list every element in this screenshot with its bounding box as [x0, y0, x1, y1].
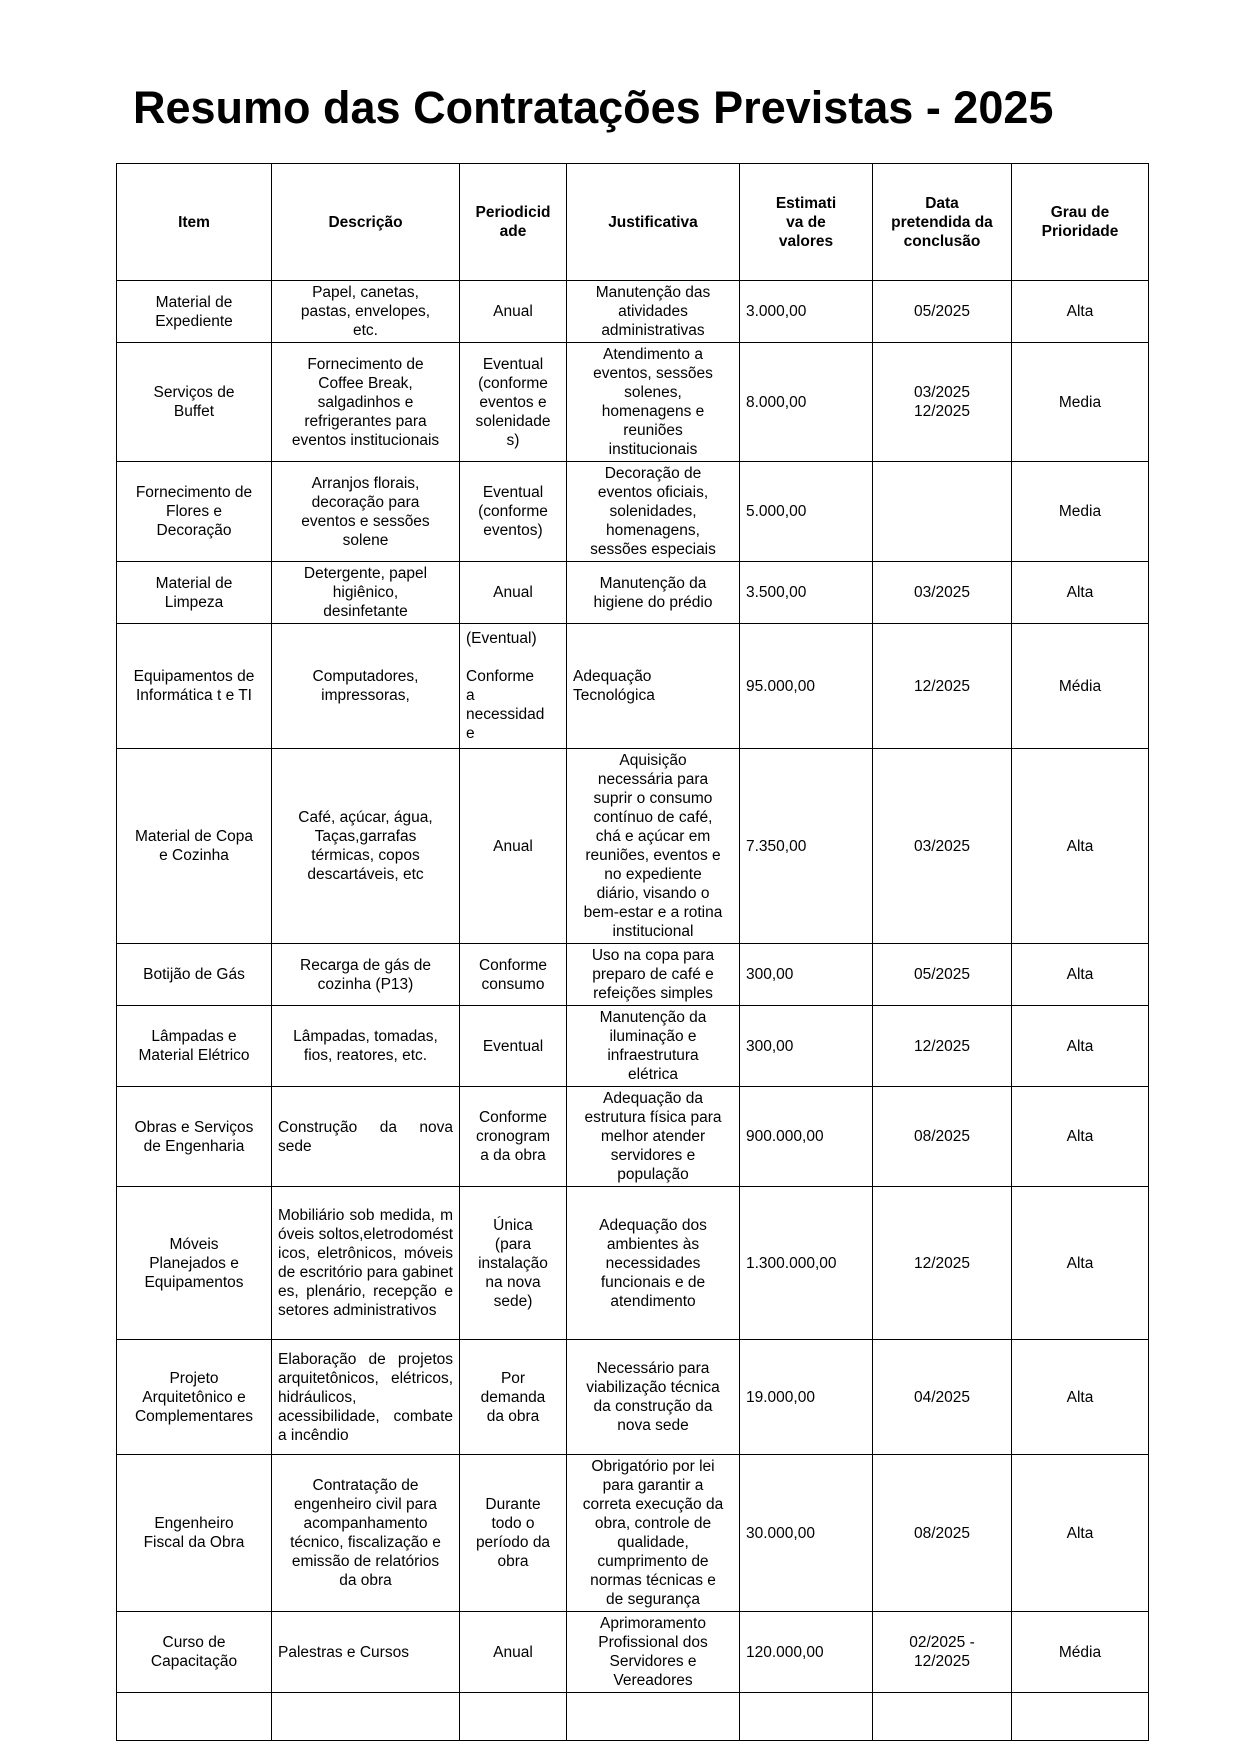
cell-prioridade: Alta [1012, 1006, 1149, 1087]
cell-valor: 300,00 [740, 944, 873, 1006]
cell-descricao: Café, açúcar, água, Taças,garrafas térmicas, copos descartáveis, etc [272, 749, 460, 944]
cell-item: Material de Limpeza [117, 562, 272, 624]
table-row [117, 1187, 1149, 1340]
cell-descricao: Recarga de gás de cozinha (P13) [272, 944, 460, 1006]
empty-cell [740, 1693, 873, 1741]
cell-descricao: Palestras e Cursos [272, 1612, 460, 1693]
cell-data: 08/2025 [873, 1455, 1012, 1612]
cell-valor: 8.000,00 [740, 343, 873, 462]
cell-data: 08/2025 [873, 1087, 1012, 1187]
cell-periodicidade: Por demanda da obra [460, 1340, 567, 1455]
contracts-table [116, 163, 1149, 1741]
cell-data [873, 462, 1012, 562]
cell-periodicidade: Anual [460, 281, 567, 343]
cell-descricao: Mobiliário sob medida, móveis soltos,eletrodomésticos, eletrônicos, móveis de escritório para gabinetes, plenário, recepção e setores administrativos [272, 1187, 460, 1340]
cell-periodicidade: (Eventual) Conforme a necessidad e [460, 624, 567, 749]
cell-justificativa: Manutenção das atividades administrativas [567, 281, 740, 343]
table-row [117, 944, 1149, 1006]
cell-periodicidade: Única (para instalação na nova sede) [460, 1187, 567, 1340]
cell-data: 03/2025 [873, 562, 1012, 624]
cell-data: 05/2025 [873, 281, 1012, 343]
cell-valor: 3.000,00 [740, 281, 873, 343]
cell-justificativa: Manutenção da higiene do prédio [567, 562, 740, 624]
cell-periodicidade: Eventual (conforme eventos) [460, 462, 567, 562]
cell-descricao: Computadores, impressoras, [272, 624, 460, 749]
cell-item: Material de Expediente [117, 281, 272, 343]
cell-valor: 95.000,00 [740, 624, 873, 749]
cell-descricao: Arranjos florais, decoração para eventos e sessões solene [272, 462, 460, 562]
cell-item: Obras e Serviços de Engenharia [117, 1087, 272, 1187]
cell-justificativa: Adequação da estrutura física para melhor atender servidores e população [567, 1087, 740, 1187]
empty-cell [117, 1693, 272, 1741]
cell-justificativa: Aprimoramento Profissional dos Servidores e Vereadores [567, 1612, 740, 1693]
cell-descricao: Lâmpadas, tomadas, fios, reatores, etc. [272, 1006, 460, 1087]
cell-prioridade: Media [1012, 343, 1149, 462]
cell-item: Curso de Capacitação [117, 1612, 272, 1693]
cell-descricao: Papel, canetas, pastas, envelopes, etc. [272, 281, 460, 343]
empty-cell [1012, 1693, 1149, 1741]
cell-prioridade: Alta [1012, 749, 1149, 944]
empty-cell [272, 1693, 460, 1741]
cell-descricao: Construção da nova sede [272, 1087, 460, 1187]
header-data: Data pretendida da conclusão [873, 164, 1012, 281]
cell-valor: 900.000,00 [740, 1087, 873, 1187]
cell-item: Lâmpadas e Material Elétrico [117, 1006, 272, 1087]
cell-descricao: Fornecimento de Coffee Break, salgadinhos e refrigerantes para eventos institucionais [272, 343, 460, 462]
cell-data: 12/2025 [873, 1006, 1012, 1087]
cell-item: Móveis Planejados e Equipamentos [117, 1187, 272, 1340]
cell-prioridade: Alta [1012, 1340, 1149, 1455]
table-row [117, 1340, 1149, 1455]
empty-row [117, 1693, 1149, 1741]
cell-valor: 7.350,00 [740, 749, 873, 944]
cell-item: Material de Copa e Cozinha [117, 749, 272, 944]
cell-data: 12/2025 [873, 1187, 1012, 1340]
table-row [117, 624, 1149, 749]
cell-data: 04/2025 [873, 1340, 1012, 1455]
cell-justificativa: Adequação Tecnológica [567, 624, 740, 749]
cell-justificativa: Manutenção da iluminação e infraestrutura elétrica [567, 1006, 740, 1087]
page-title: Resumo das Contratações Previstas - 2025 [133, 82, 1054, 133]
cell-data: 12/2025 [873, 624, 1012, 749]
table-row [117, 343, 1149, 462]
empty-cell [460, 1693, 567, 1741]
header-item: Item [117, 164, 272, 281]
empty-cell [873, 1693, 1012, 1741]
table-row [117, 1006, 1149, 1087]
cell-justificativa: Aquisição necessária para suprir o consumo contínuo de café, chá e açúcar em reuniões, eventos e no expediente diário, visando o bem-estar e a rotina institucional [567, 749, 740, 944]
table-row [117, 562, 1149, 624]
table-row [117, 281, 1149, 343]
cell-periodicidade: Anual [460, 1612, 567, 1693]
cell-justificativa: Atendimento a eventos, sessões solenes, homenagens e reuniões institucionais [567, 343, 740, 462]
cell-periodicidade: Anual [460, 562, 567, 624]
empty-cell [567, 1693, 740, 1741]
cell-valor: 5.000,00 [740, 462, 873, 562]
cell-prioridade: Média [1012, 1612, 1149, 1693]
table-row [117, 1455, 1149, 1612]
cell-periodicidade: Eventual [460, 1006, 567, 1087]
cell-prioridade: Alta [1012, 562, 1149, 624]
cell-item: Equipamentos de Informática t e TI [117, 624, 272, 749]
cell-prioridade: Alta [1012, 1187, 1149, 1340]
cell-justificativa: Necessário para viabilização técnica da construção da nova sede [567, 1340, 740, 1455]
cell-prioridade: Alta [1012, 1455, 1149, 1612]
header-descricao: Descrição [272, 164, 460, 281]
header-row [117, 164, 1149, 281]
cell-data: 03/2025 12/2025 [873, 343, 1012, 462]
cell-valor: 19.000,00 [740, 1340, 873, 1455]
cell-descricao: Elaboração de projetos arquitetônicos, elétricos, hidráulicos, acessibilidade, combate a incêndio [272, 1340, 460, 1455]
cell-valor: 3.500,00 [740, 562, 873, 624]
cell-prioridade: Alta [1012, 281, 1149, 343]
cell-prioridade: Media [1012, 462, 1149, 562]
cell-justificativa: Uso na copa para preparo de café e refeições simples [567, 944, 740, 1006]
table-row [117, 749, 1149, 944]
cell-item: Fornecimento de Flores e Decoração [117, 462, 272, 562]
cell-periodicidade: Anual [460, 749, 567, 944]
cell-valor: 1.300.000,00 [740, 1187, 873, 1340]
cell-justificativa: Adequação dos ambientes às necessidades funcionais e de atendimento [567, 1187, 740, 1340]
cell-data: 02/2025 - 12/2025 [873, 1612, 1012, 1693]
cell-item: Engenheiro Fiscal da Obra [117, 1455, 272, 1612]
cell-periodicidade: Durante todo o período da obra [460, 1455, 567, 1612]
cell-prioridade: Média [1012, 624, 1149, 749]
cell-justificativa: Decoração de eventos oficiais, solenidades, homenagens, sessões especiais [567, 462, 740, 562]
cell-item: Botijão de Gás [117, 944, 272, 1006]
cell-data: 05/2025 [873, 944, 1012, 1006]
cell-prioridade: Alta [1012, 944, 1149, 1006]
cell-item: Projeto Arquitetônico e Complementares [117, 1340, 272, 1455]
header-estimativa: Estimati va de valores [740, 164, 873, 281]
cell-valor: 120.000,00 [740, 1612, 873, 1693]
table-row [117, 462, 1149, 562]
header-justificativa: Justificativa [567, 164, 740, 281]
cell-valor: 300,00 [740, 1006, 873, 1087]
cell-descricao: Contratação de engenheiro civil para acompanhamento técnico, fiscalização e emissão de relatórios da obra [272, 1455, 460, 1612]
header-periodicidade: Periodicid ade [460, 164, 567, 281]
cell-periodicidade: Conforme cronogram a da obra [460, 1087, 567, 1187]
cell-periodicidade: Eventual (conforme eventos e solenidade s) [460, 343, 567, 462]
table-row [117, 1087, 1149, 1187]
cell-descricao: Detergente, papel higiênico, desinfetante [272, 562, 460, 624]
header-prioridade: Grau de Prioridade [1012, 164, 1149, 281]
cell-valor: 30.000,00 [740, 1455, 873, 1612]
table-row [117, 1612, 1149, 1693]
cell-item: Serviços de Buffet [117, 343, 272, 462]
cell-periodicidade: Conforme consumo [460, 944, 567, 1006]
cell-justificativa: Obrigatório por lei para garantir a correta execução da obra, controle de qualidade, cumprimento de normas técnicas e de segurança [567, 1455, 740, 1612]
cell-data: 03/2025 [873, 749, 1012, 944]
cell-prioridade: Alta [1012, 1087, 1149, 1187]
